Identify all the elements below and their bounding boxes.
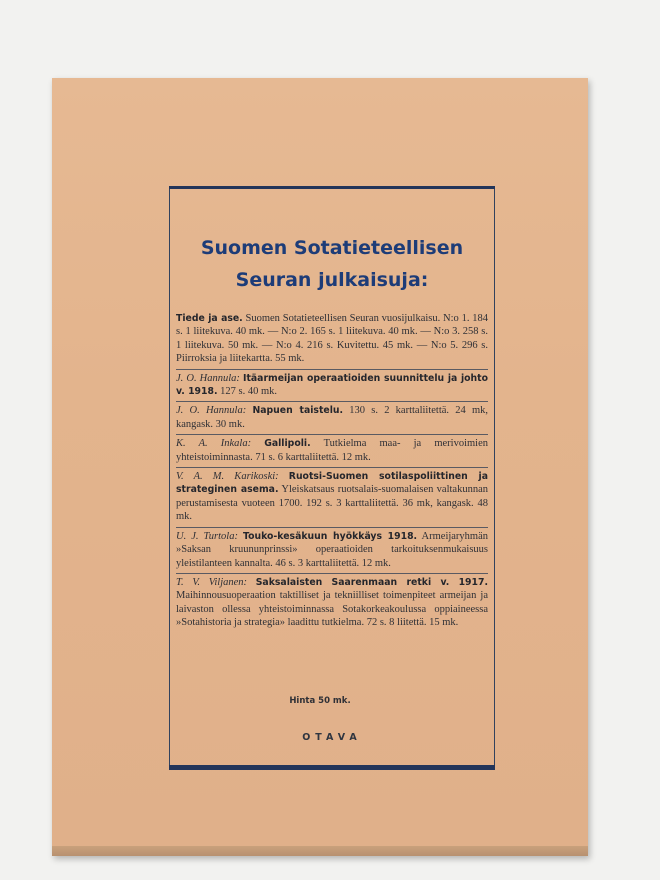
entry-title: Touko-kesäkuun hyökkäys 1918. xyxy=(243,530,418,542)
page-edge xyxy=(52,846,588,856)
entry-text: 130 s. 2 karttaliitettä. 24 mk, kangask. 30 mk. xyxy=(176,405,489,430)
entry-author: U. J. Turtola: xyxy=(176,530,238,542)
price-label: Hinta 50 mk. xyxy=(289,696,351,706)
entry-title: Napuen taistelu. xyxy=(252,405,344,417)
entry-title: Saksalaisten Saarenmaan retki v. 1917. xyxy=(255,576,488,588)
entry-text: Armeijaryhmän »Saksan kruununprinssi» operaatioiden tarkoituksenmukaisuus yleistilanteen kannalta. 46 s. 3 karttaliitettä. 12 mk. xyxy=(176,530,489,569)
publication-entry xyxy=(176,574,488,633)
entry-title: Itäarmeijan operaatioiden suunnittelu ja johto v. 1918. xyxy=(176,372,489,398)
publication-entry xyxy=(176,370,488,403)
entry-text: Yleiskatsaus ruotsalais-suomalaisen valtakunnan perustamisesta vuoteen 1700. 192 s. 3 karttaliitettä. 36 mk, kangask. 48 mk. xyxy=(176,484,488,523)
entry-author: T. V. Viljanen: xyxy=(176,576,248,588)
publication-entry xyxy=(176,310,488,370)
publication-entries xyxy=(176,310,488,633)
entry-text: Suomen Sotatieteellisen Seuran vuosijulkaisu. N:o 1. 184 s. 1 liitekuva. 40 mk. — N:o 2. 165 s. 1 liitekuva. 40 mk. — N:o 3. 258 s. 1 liitekuva. 50 mk. — N:o 4. 216 s. Kuvitettu. 45 mk. — N:o 5. 296 s. Piirroksia ja liitekartta. 55 mk. xyxy=(176,313,489,365)
bottom-rule xyxy=(169,765,495,770)
heading-line-2: Seuran julkaisuja: xyxy=(235,269,429,291)
entry-title: Gallipoli. xyxy=(264,438,311,450)
heading-line-1: Suomen Sotatieteellisen xyxy=(200,237,464,259)
publisher-name: OTAVA xyxy=(302,732,362,743)
publication-entry xyxy=(176,402,488,435)
book-back-cover xyxy=(52,78,588,856)
entry-text: Tutkielma maa- ja merivoimien yhteistoiminnasta. 71 s. 6 karttaliitettä. 12 mk. xyxy=(176,438,488,463)
entry-author: J. O. Hannula: xyxy=(176,405,247,417)
entry-author: K. A. Inkala: xyxy=(176,438,252,450)
publication-list-frame xyxy=(169,186,495,770)
publication-entry xyxy=(176,435,488,468)
entry-text: Maihinnousuoperaation taktilliset ja tekniilliset toimenpiteet armeijan ja laivaston ollessa yhteistoiminnassa Sotakorkeakoulussa oppiaineessa »Sotahistoria ja strategia» laadittu tutkielma. 72 s. 8 liitettä. 15 mk. xyxy=(176,590,488,629)
entry-title: Tiede ja ase. xyxy=(176,313,243,324)
entry-author: J. O. Hannula: xyxy=(176,372,240,384)
entry-author: V. A. M. Karikoski: xyxy=(176,471,279,483)
entry-text: 127 s. 40 mk. xyxy=(220,386,277,398)
publication-entry xyxy=(176,468,488,528)
publication-entry xyxy=(176,528,488,574)
entry-title: Ruotsi-Suomen sotilaspoliittinen ja strateginen asema. xyxy=(176,471,489,496)
list-heading xyxy=(170,232,494,296)
top-rule xyxy=(169,186,495,189)
